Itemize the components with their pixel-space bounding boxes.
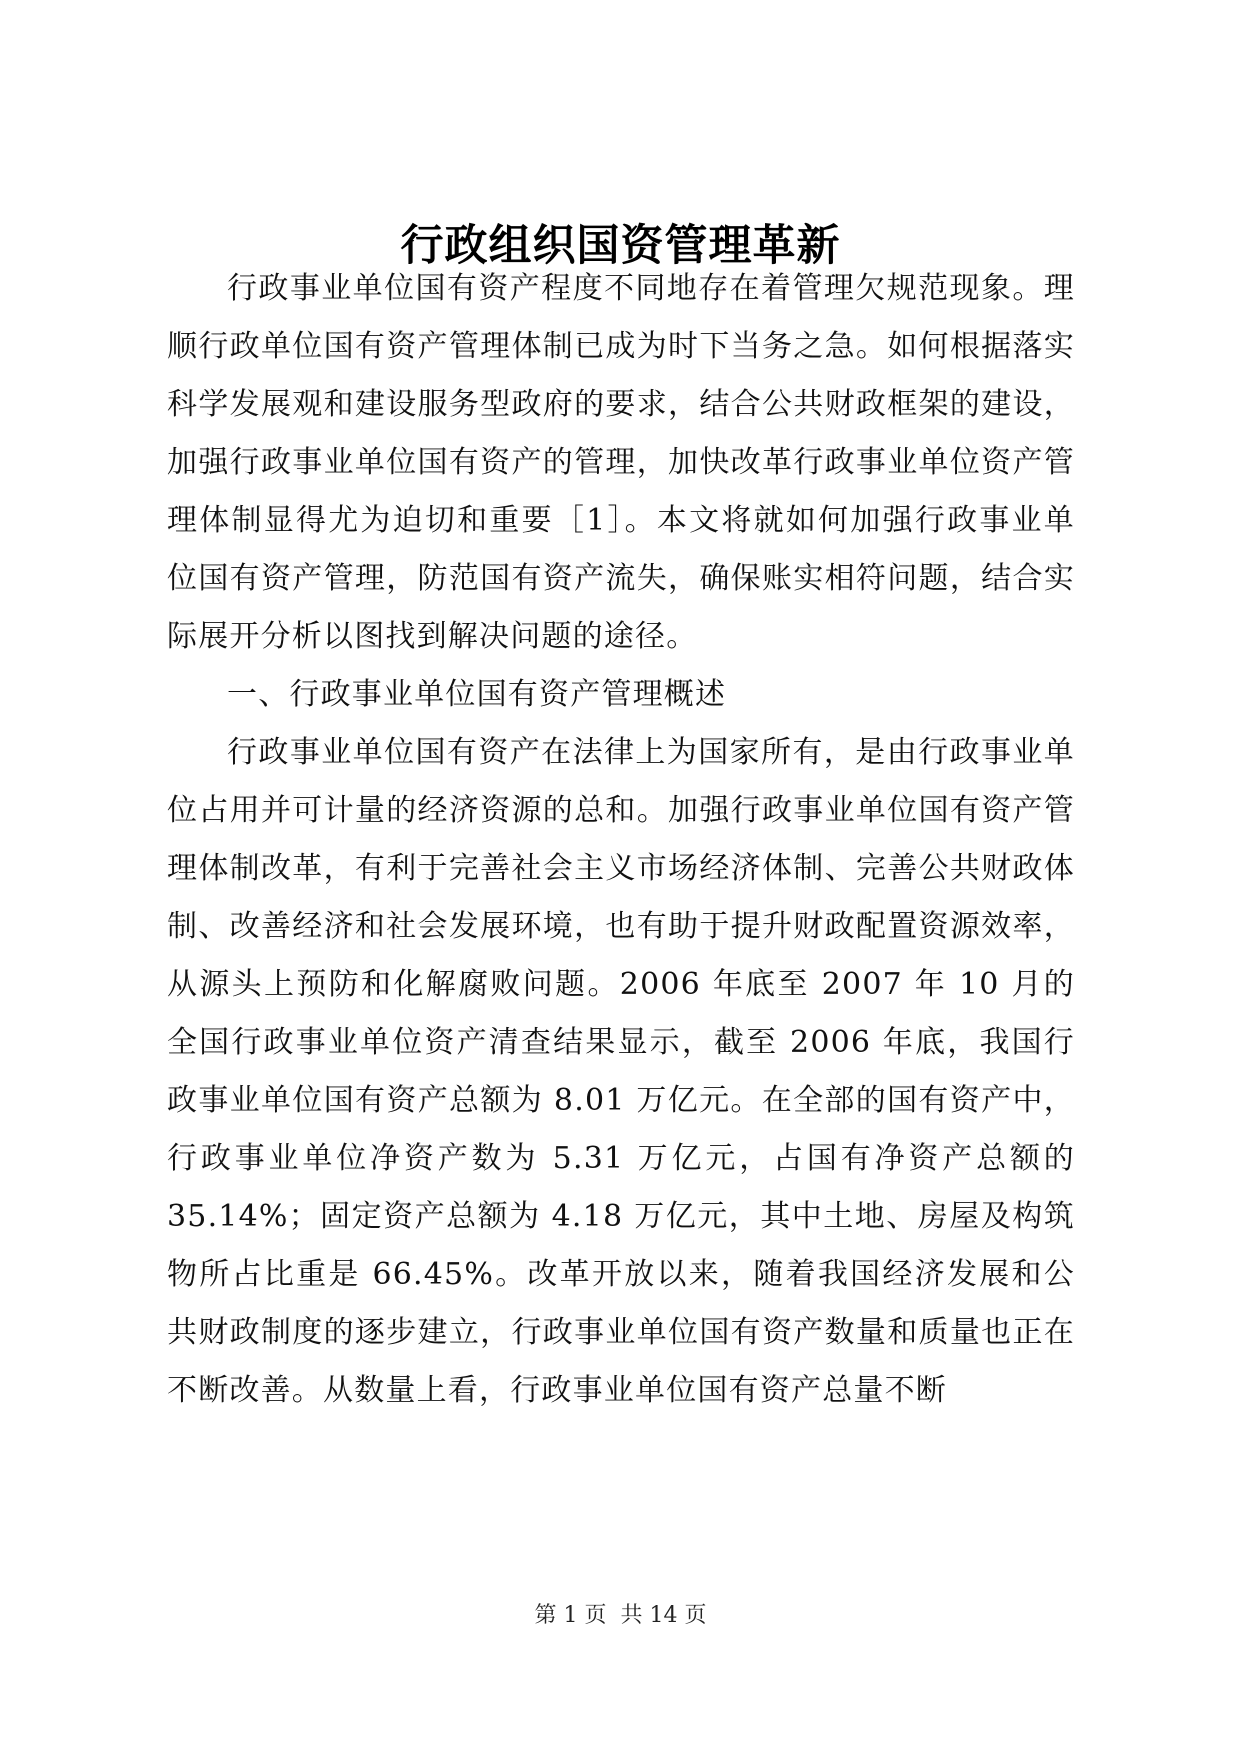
page-number: 第 1 页 bbox=[534, 1603, 607, 1628]
section-heading-1: 一、行政事业单位国有资产管理概述 bbox=[227, 677, 727, 712]
body-paragraph-overview: 行政事业单位国有资产在法律上为国家所有，是由行政事业单位占用并可计量的经济资源的总和。加强行政事业单位国有资产管理体制改革，有利于完善社会主义市场经济体制、完善公共财政体制、改善经济和社会发展环境，也有助于提升财政配置资源效率，从源头上预防和化解腐败问题。2006 年底至 2007 年 10 月的全国行政事业单位资产清查结果显示，截至 2006 年底，我国行政事业单位国有资产总额为 8.01 万亿元。在全部的国有资产中，行政事业单位净资产数为 5.31 万亿元，占国有净资产总额的 35.14%；固定资产总额为 4.18 万亿元，其中土地、房屋及构筑物所占比重是 66.45%。改革开放以来，随着我国经济发展和公共财政制度的逐步建立，行政事业单位国有资产数量和质量也正在不断改善。从数量上看，行政事业单位国有资产总量不断 bbox=[167, 735, 1075, 1408]
page-total: 共 14 页 bbox=[620, 1603, 707, 1628]
page-footer bbox=[0, 1602, 1241, 1630]
document-title: 行政组织国资管理革新 bbox=[400, 221, 841, 271]
body-paragraph-intro: 行政事业单位国有资产程度不同地存在着管理欠规范现象。理顺行政单位国有资产管理体制已成为时下当务之急。如何根据落实科学发展观和建设服务型政府的要求，结合公共财政框架的建设，加强行政事业单位国有资产的管理，加快改革行政事业单位资产管理体制显得尤为迫切和重要［1］。本文将就如何加强行政事业单位国有资产管理，防范国有资产流失，确保账实相符问题，结合实际展开分析以图找到解决问题的途径。 bbox=[167, 271, 1075, 654]
document-body bbox=[167, 260, 1075, 1420]
